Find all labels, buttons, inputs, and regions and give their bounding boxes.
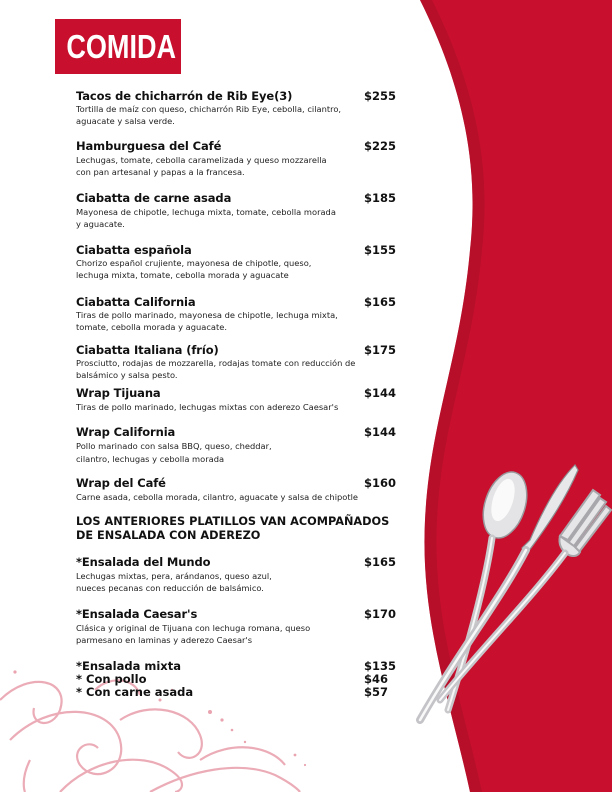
item-name: Hamburguesa del Café (76, 139, 222, 153)
addon-name: * Con carne asada (76, 685, 194, 699)
addon-price: $46 (364, 672, 389, 686)
item-description: Lechugas, tomate, cebolla caramelizada y queso mozzarella (76, 155, 327, 165)
item-description: Tortilla de maíz con queso, chicharrón Rib Eye, cebolla, cilantro, (76, 104, 342, 114)
item-price: $170 (364, 607, 397, 621)
item-name: Wrap Tijuana (76, 386, 161, 400)
item-price: $155 (364, 243, 397, 257)
item-name: Wrap California (76, 425, 176, 439)
item-price: $225 (364, 139, 397, 153)
item-name: *Ensalada Caesar's (76, 607, 198, 621)
addon-name: * Con pollo (76, 672, 147, 686)
side-dish-note (76, 515, 389, 543)
item-price: $185 (364, 191, 397, 205)
item-price: $175 (364, 343, 397, 357)
item-price: $165 (364, 555, 397, 569)
item-price: $144 (364, 386, 397, 400)
item-description: Clásica y original de Tijuana con lechuga romana, queso (76, 623, 311, 633)
item-description: cilantro, lechugas y cebolla morada (76, 454, 225, 464)
item-description: Tiras de pollo marinado, lechugas mixtas con aderezo Caesar's (76, 402, 339, 412)
item-description: con pan artesanal y papas a la francesa. (76, 167, 245, 177)
item-name: Wrap del Café (76, 476, 166, 490)
item-name: Ciabatta Italiana (frío) (76, 343, 219, 357)
item-price: $144 (364, 425, 397, 439)
item-description: Lechugas mixtas, pera, arándanos, queso azul, (76, 571, 272, 581)
note-line: LOS ANTERIORES PLATILLOS VAN ACOMPAÑADOS (76, 515, 390, 528)
item-description: lechuga mixta, tomate, cebolla morada y aguacate (76, 270, 289, 280)
item-name: Tacos de chicharrón de Rib Eye(3) (76, 89, 293, 103)
item-price: $165 (364, 295, 397, 309)
note-line: DE ENSALADA CON ADEREZO (76, 529, 261, 542)
item-description: Pollo marinado con salsa BBQ, queso, cheddar, (76, 441, 272, 451)
item-name: *Ensalada mixta (76, 659, 181, 673)
addon-price: $57 (364, 685, 389, 699)
item-price: $160 (364, 476, 397, 490)
item-description: Prosciutto, rodajas de mozzarella, rodajas tomate con reducción de (76, 358, 356, 368)
item-name: *Ensalada del Mundo (76, 555, 211, 569)
item-description: parmesano en laminas y aderezo Caesar's (76, 635, 253, 645)
item-description: tomate, cebolla morada y aguacate. (76, 322, 227, 332)
item-price: $255 (364, 89, 397, 103)
item-name: Ciabatta española (76, 243, 192, 257)
item-description: nueces pecanas con reducción de balsámico. (76, 583, 264, 593)
item-description: balsámico y salsa pesto. (76, 370, 178, 380)
item-name: Ciabatta de carne asada (76, 191, 232, 205)
item-description: Carne asada, cebolla morada, cilantro, aguacate y salsa de chipotle (76, 492, 359, 502)
item-description: Tiras de pollo marinado, mayonesa de chipotle, lechuga mixta, (76, 310, 338, 320)
item-description: aguacate y salsa verde. (76, 116, 175, 126)
item-price: $135 (364, 659, 397, 673)
item-description: Chorizo español crujiente, mayonesa de chipotle, queso, (76, 258, 312, 268)
item-name: Ciabatta California (76, 295, 196, 309)
item-description: y aguacate. (76, 219, 125, 229)
item-description: Mayonesa de chipotle, lechuga mixta, tomate, cebolla morada (76, 207, 336, 217)
title-banner (55, 19, 181, 74)
page-title: COMIDA (66, 28, 177, 65)
